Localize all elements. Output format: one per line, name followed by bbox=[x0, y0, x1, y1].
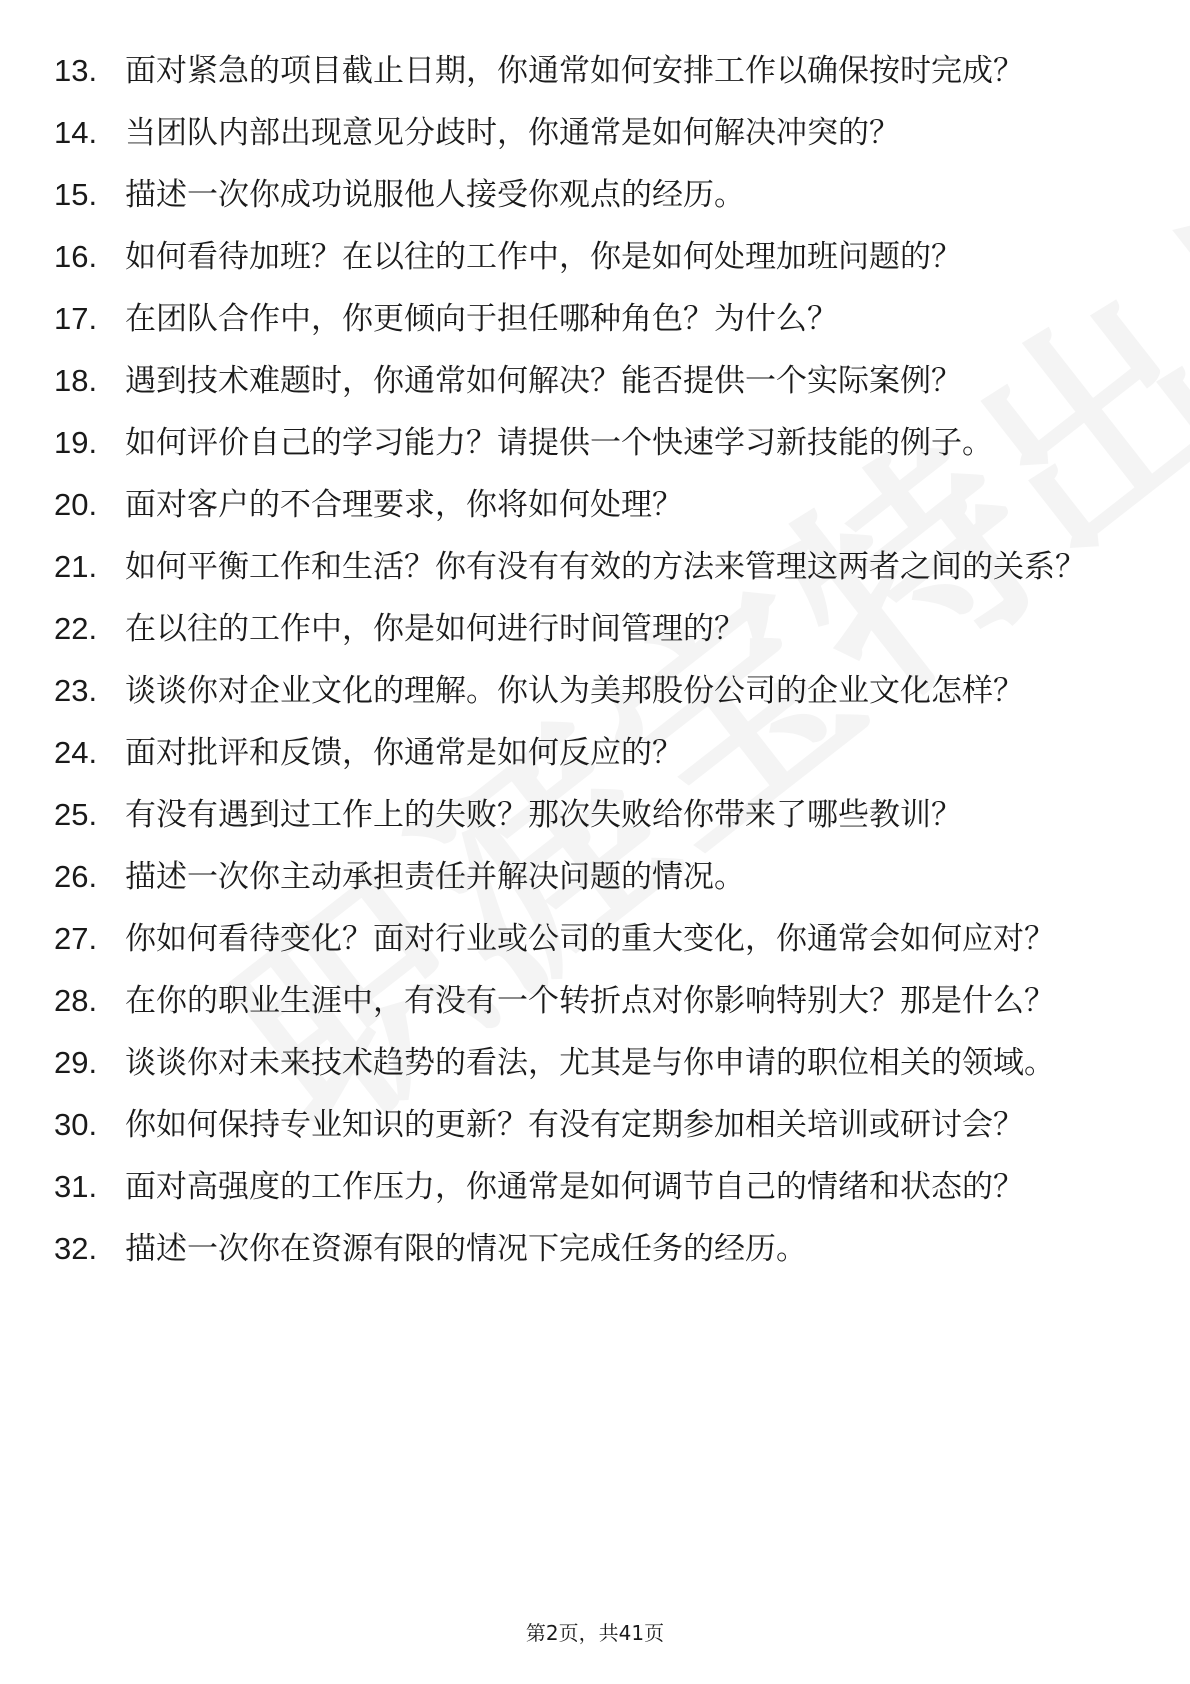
question-text: 描述一次你主动承担责任并解决问题的情况。 bbox=[125, 859, 745, 895]
question-number: 32. bbox=[54, 1231, 98, 1266]
question-item bbox=[54, 1042, 1134, 1084]
question-number: 16. bbox=[54, 239, 98, 274]
question-number: 17. bbox=[54, 301, 98, 336]
question-number: 26. bbox=[54, 859, 98, 894]
question-number: 31. bbox=[54, 1169, 98, 1204]
question-item bbox=[54, 794, 1134, 836]
question-text: 当团队内部出现意见分歧时，你通常是如何解决冲突的？ bbox=[125, 115, 900, 151]
question-item bbox=[54, 174, 1134, 216]
question-number: 21. bbox=[54, 549, 98, 584]
question-number: 14. bbox=[54, 115, 98, 150]
question-item bbox=[54, 236, 1134, 278]
question-number: 13. bbox=[54, 53, 98, 88]
question-text: 在你的职业生涯中，有没有一个转折点对你影响特别大？那是什么？ bbox=[125, 983, 1055, 1019]
question-text: 遇到技术难题时，你通常如何解决？能否提供一个实际案例？ bbox=[125, 363, 962, 399]
question-item bbox=[54, 918, 1134, 960]
question-item bbox=[54, 980, 1134, 1022]
question-number: 28. bbox=[54, 983, 98, 1018]
question-item bbox=[54, 422, 1134, 464]
question-number: 25. bbox=[54, 797, 98, 832]
question-text: 描述一次你在资源有限的情况下完成任务的经历。 bbox=[125, 1231, 807, 1267]
question-text: 面对客户的不合理要求，你将如何处理？ bbox=[125, 487, 683, 523]
question-item bbox=[54, 732, 1134, 774]
question-number: 20. bbox=[54, 487, 98, 522]
question-text: 在以往的工作中，你是如何进行时间管理的？ bbox=[125, 611, 745, 647]
question-item bbox=[54, 1166, 1134, 1208]
question-text: 如何平衡工作和生活？你有没有有效的方法来管理这两者之间的关系？ bbox=[125, 549, 1086, 585]
question-text: 谈谈你对企业文化的理解。你认为美邦股份公司的企业文化怎样？ bbox=[125, 673, 1024, 709]
question-text: 你如何保持专业知识的更新？有没有定期参加相关培训或研讨会？ bbox=[125, 1107, 1024, 1143]
question-text: 如何评价自己的学习能力？请提供一个快速学习新技能的例子。 bbox=[125, 425, 993, 461]
question-number: 22. bbox=[54, 611, 98, 646]
question-text: 面对紧急的项目截止日期，你通常如何安排工作以确保按时完成？ bbox=[125, 53, 1024, 89]
question-text: 面对批评和反馈，你通常是如何反应的？ bbox=[125, 735, 683, 771]
question-item bbox=[54, 484, 1134, 526]
question-text: 描述一次你成功说服他人接受你观点的经历。 bbox=[125, 177, 745, 213]
question-text: 在团队合作中，你更倾向于担任哪种角色？为什么？ bbox=[125, 301, 838, 337]
question-text: 如何看待加班？在以往的工作中，你是如何处理加班问题的？ bbox=[125, 239, 962, 275]
question-number: 27. bbox=[54, 921, 98, 956]
question-item bbox=[54, 546, 1134, 588]
question-item bbox=[54, 360, 1134, 402]
question-item bbox=[54, 856, 1134, 898]
question-number: 15. bbox=[54, 177, 98, 212]
question-number: 30. bbox=[54, 1107, 98, 1142]
question-item bbox=[54, 50, 1134, 92]
question-number: 23. bbox=[54, 673, 98, 708]
question-number: 24. bbox=[54, 735, 98, 770]
question-text: 谈谈你对未来技术趋势的看法，尤其是与你申请的职位相关的领域。 bbox=[125, 1045, 1055, 1081]
question-list bbox=[54, 50, 1134, 1290]
question-text: 有没有遇到过工作上的失败？那次失败给你带来了哪些教训？ bbox=[125, 797, 962, 833]
question-number: 18. bbox=[54, 363, 98, 398]
question-item bbox=[54, 670, 1134, 712]
question-number: 19. bbox=[54, 425, 98, 460]
question-item bbox=[54, 1104, 1134, 1146]
question-text: 你如何看待变化？面对行业或公司的重大变化，你通常会如何应对？ bbox=[125, 921, 1055, 957]
question-item bbox=[54, 608, 1134, 650]
page-footer: 第2页，共41页 bbox=[525, 1621, 665, 1645]
question-text: 面对高强度的工作压力，你通常是如何调节自己的情绪和状态的？ bbox=[125, 1169, 1024, 1205]
question-item bbox=[54, 1228, 1134, 1270]
question-item bbox=[54, 112, 1134, 154]
question-number: 29. bbox=[54, 1045, 98, 1080]
question-item bbox=[54, 298, 1134, 340]
